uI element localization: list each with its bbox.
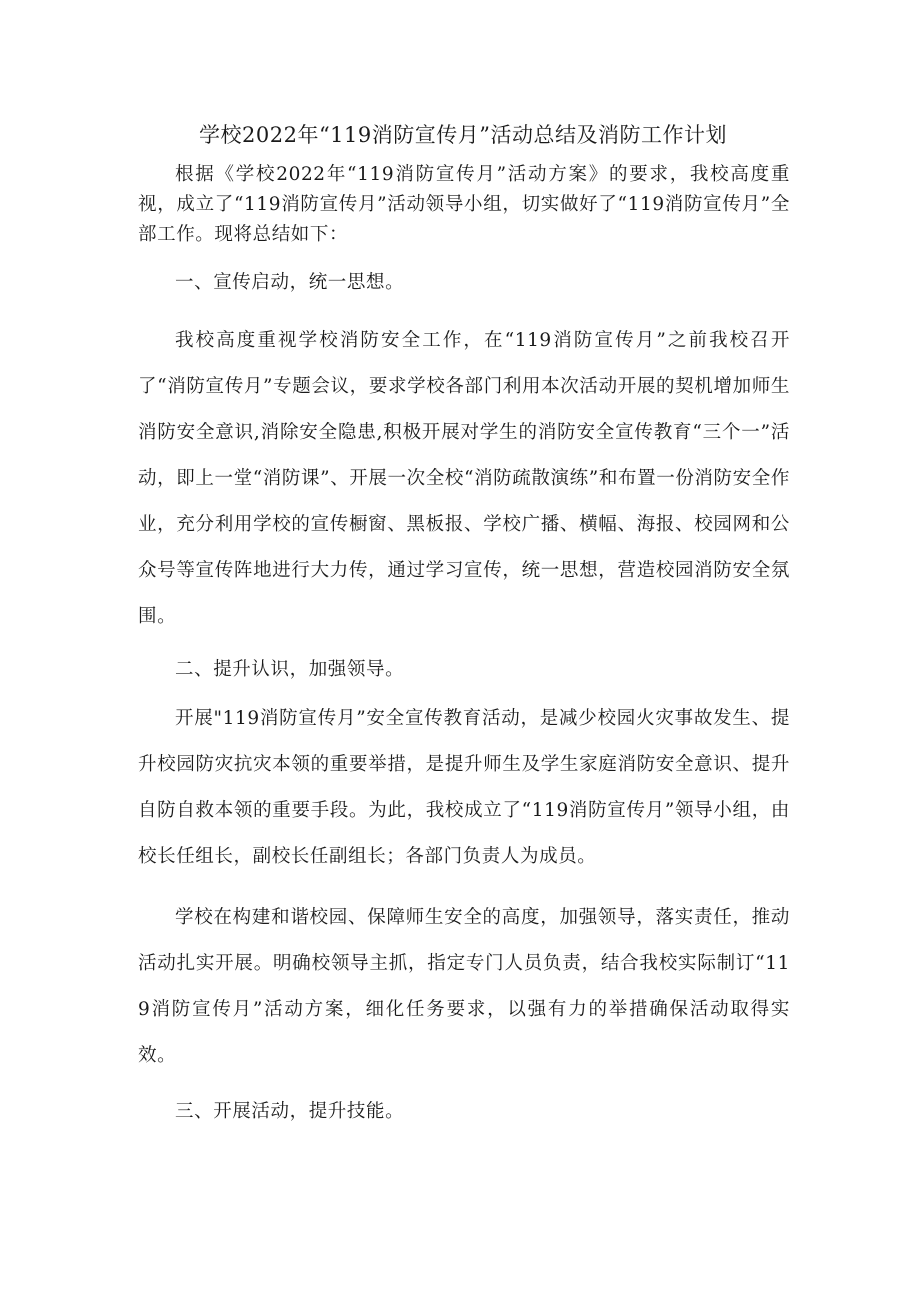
intro-paragraph: 根据《学校2022年“119消防宣传月”活动方案》的要求，我校高度重视，成立了“119消防宣传月”活动领导小组，切实做好了“119消防宣传月”全部工作。现将总结如下： bbox=[138, 164, 790, 245]
document-title: 学校2022年“119消防宣传月”活动总结及消防工作计划 bbox=[199, 123, 727, 147]
section-1-heading: 一、宣传启动，统一思想。 bbox=[175, 272, 405, 293]
section-2-body-2: 学校在构建和谐校园、保障师生安全的高度，加强领导，落实责任，推动活动扎实开展。明确校领导主抓，指定专门人员负责，结合我校实际制订“119消防宣传月”活动方案，细化任务要求，以强有力的举措确保活动取得实效。 bbox=[138, 907, 790, 1066]
section-3-heading: 三、开展活动，提升技能。 bbox=[175, 1101, 405, 1122]
section-2-heading: 二、提升认识，加强领导。 bbox=[175, 659, 405, 680]
section-1-body: 我校高度重视学校消防安全工作，在“119消防宣传月”之前我校召开了“消防宣传月”专题会议，要求学校各部门利用本次活动开展的契机增加师生消防安全意识,消除安全隐患,积极开展对学生的消防安全宣传教育“三个一”活动，即上一堂“消防课”、开展一次全校“消防疏散演练”和布置一份消防安全作业，充分利用学校的宣传橱窗、黑板报、学校广播、横幅、海报、校园网和公众号等宣传阵地进行大力传，通过学习宣传，统一思想，营造校园消防安全氛围。 bbox=[138, 330, 790, 627]
section-2-body-1: 开展"119消防宣传月”安全宣传教育活动，是减少校园火灾事故发生、提升校园防灾抗灾本领的重要举措，是提升师生及学生家庭消防安全意识、提升自防自救本领的重要手段。为此，我校成立了“119消防宣传月”领导小组，由校长任组长，副校长任副组长；各部门负责人为成员。 bbox=[138, 708, 790, 867]
